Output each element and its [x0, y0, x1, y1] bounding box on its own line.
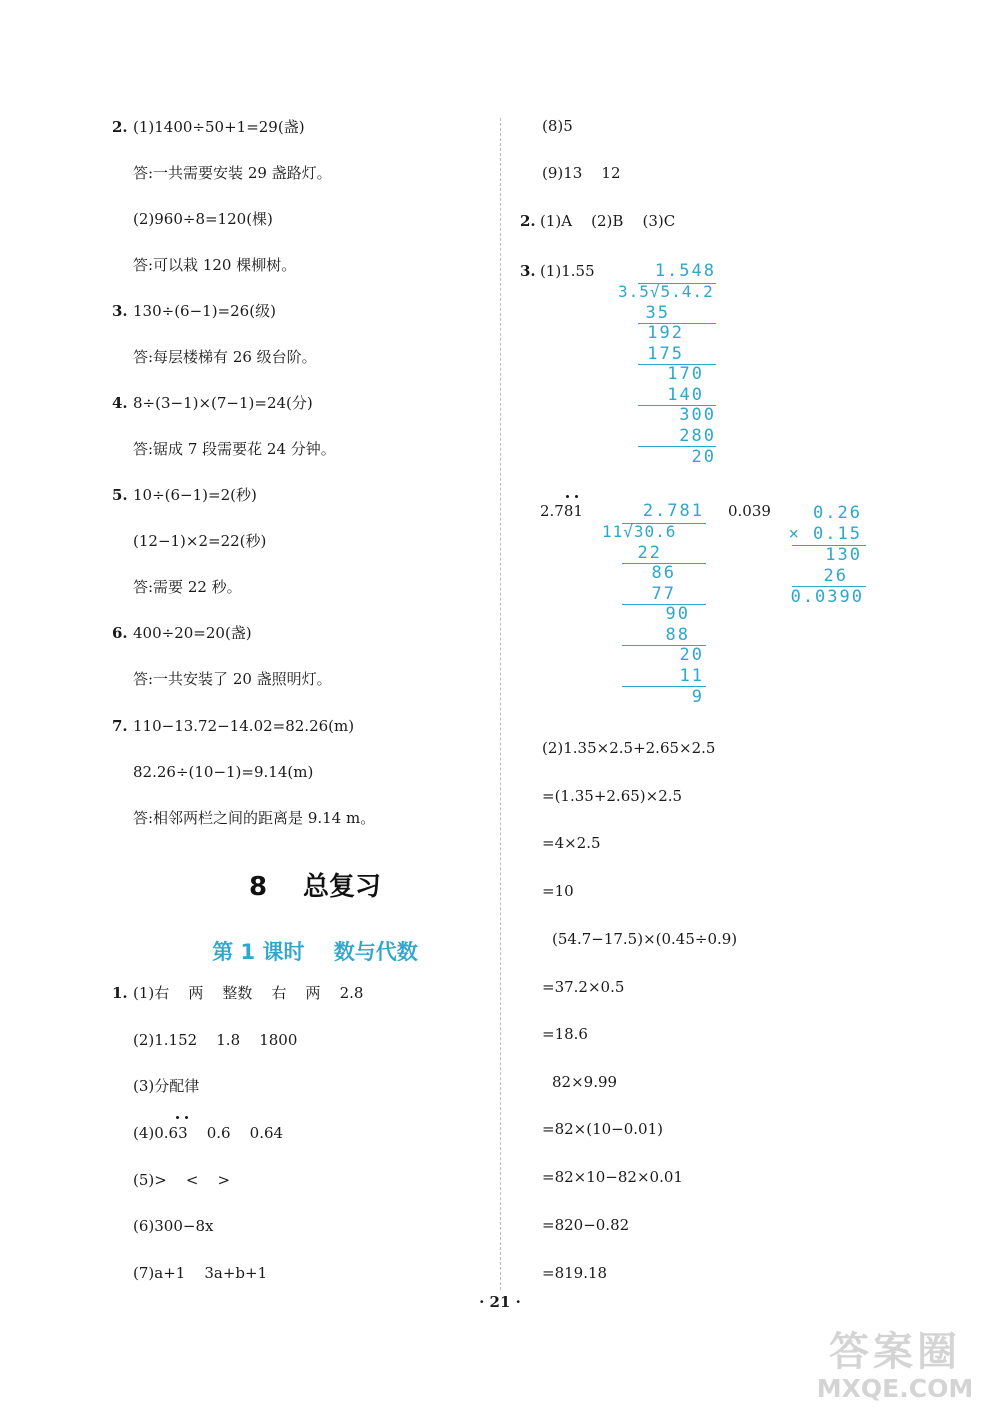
- answer-line: (1)1400÷50+1=29(盏): [133, 118, 305, 136]
- answer-line: (6)300−8x: [133, 1217, 214, 1235]
- answer-line: =820−0.82: [542, 1216, 630, 1234]
- answer-line: =18.6: [542, 1025, 588, 1043]
- answer-line: (4)0.63 0.6 0.64: [133, 1124, 284, 1142]
- answer-line: (2)1.152 1.8 1800: [133, 1031, 298, 1049]
- answer-line: (1)右 两 整数 右 两 2.8: [133, 984, 364, 1002]
- answer-line: (3)分配律: [133, 1077, 200, 1095]
- answer-line: 400÷20=20(盏): [133, 624, 252, 642]
- answer-line: 答:一共需要安装 29 盏路灯。: [133, 164, 332, 182]
- step-row: 90: [665, 604, 690, 624]
- watermark-cn: 答案圈: [829, 1329, 961, 1375]
- product: 0.0390: [790, 587, 864, 607]
- step-row: 11: [679, 666, 704, 686]
- answer-line: 答:相邻两栏之间的距离是 9.14 m。: [133, 809, 376, 827]
- answer-line: (1)1.55: [540, 262, 595, 280]
- lesson-title: 第 1 课时 数与代数: [212, 940, 418, 964]
- chapter-title: 总复习: [303, 872, 382, 902]
- step-row: 192: [647, 323, 684, 343]
- quotient: 1.548: [654, 261, 716, 281]
- answer-line: (9)13 12: [542, 164, 621, 182]
- answer-line: 答:可以栽 120 棵柳树。: [133, 256, 297, 274]
- answer-line: (5)> < >: [133, 1171, 231, 1189]
- step-row: 86: [651, 563, 676, 583]
- question-number: 4.: [112, 394, 128, 412]
- answer-line: 10÷(6−1)=2(秒): [133, 486, 257, 504]
- answer-line: 8÷(3−1)×(7−1)=24(分): [133, 394, 313, 412]
- step-row: 77: [651, 584, 676, 604]
- answer-line: (12−1)×2=22(秒): [133, 532, 267, 550]
- answer-line: 110−13.72−14.02=82.26(m): [133, 717, 355, 735]
- answer-line: =4×2.5: [542, 834, 601, 852]
- watermark-en: MXQE.COM: [816, 1374, 974, 1403]
- answer-line: (54.7−17.5)×(0.45÷0.9): [552, 930, 738, 948]
- question-number: 1.: [112, 984, 128, 1002]
- repeat-dot: [575, 495, 578, 498]
- answer-line: =(1.35+2.65)×2.5: [542, 787, 683, 805]
- question-number: 2.: [112, 118, 128, 136]
- answer-line: =819.18: [542, 1264, 608, 1282]
- chapter-heading: [150, 866, 480, 903]
- question-number: 6.: [112, 624, 128, 642]
- question-number: 3.: [520, 262, 536, 280]
- factor-2: × 0.15: [788, 524, 862, 544]
- watermark-logo: [800, 1330, 990, 1404]
- repeat-dot: [176, 1116, 179, 1119]
- step-row: 20: [679, 645, 704, 665]
- step-row: 20: [691, 447, 716, 467]
- answer-line: (8)5: [542, 117, 573, 135]
- partial-product: 26: [823, 566, 848, 586]
- step-row: 9: [691, 687, 704, 707]
- step-row: 300: [679, 405, 716, 425]
- partial-product: 130: [825, 545, 862, 565]
- answer-line: =37.2×0.5: [542, 978, 625, 996]
- long-division-2: [600, 502, 710, 712]
- answer-line: 82.26÷(10−1)=9.14(m): [133, 763, 314, 781]
- answer-line: 0.039: [728, 502, 771, 520]
- quotient: 2.781: [642, 501, 704, 521]
- factor-1: 0.26: [813, 503, 862, 523]
- answer-line: 82×9.99: [552, 1073, 618, 1091]
- answer-line: 答:锯成 7 段需要花 24 分钟。: [133, 440, 336, 458]
- answer-line: (2)960÷8=120(棵): [133, 210, 273, 228]
- answer-line: (1)A (2)B (3)C: [540, 212, 676, 230]
- divisor-dividend: 3.5√5.4.2: [618, 282, 714, 301]
- step-row: 22: [637, 543, 662, 563]
- answer-line: =10: [542, 882, 574, 900]
- column-divider: [500, 118, 501, 1290]
- step-row: 88: [665, 625, 690, 645]
- question-number: 7.: [112, 717, 128, 735]
- answer-line: 答:一共安装了 20 盏照明灯。: [133, 670, 332, 688]
- answer-line: 2.781: [540, 502, 583, 520]
- step-row: 280: [679, 426, 716, 446]
- question-number: 2.: [520, 212, 536, 230]
- question-number: 3.: [112, 302, 128, 320]
- step-row: 170: [667, 364, 704, 384]
- answer-line: 答:需要 22 秒。: [133, 578, 242, 596]
- step-row: 35: [645, 303, 670, 323]
- answer-line: =82×10−82×0.01: [542, 1168, 683, 1186]
- long-division-1: [610, 262, 720, 472]
- step-row: 175: [647, 344, 684, 364]
- answer-line: 130÷(6−1)=26(级): [133, 302, 276, 320]
- answer-line: (7)a+1 3a+b+1: [133, 1264, 268, 1282]
- divisor-dividend: 11√30.6: [602, 522, 677, 541]
- step-line: [622, 604, 706, 605]
- chapter-number: 8: [248, 872, 268, 902]
- answer-line: (2)1.35×2.5+2.65×2.5: [542, 739, 716, 757]
- page-number: · 21 ·: [479, 1293, 521, 1311]
- multiplication: [790, 504, 870, 614]
- answer-line: =82×(10−0.01): [542, 1120, 663, 1138]
- repeat-dot: [185, 1116, 188, 1119]
- question-number: 5.: [112, 486, 128, 504]
- step-row: 140: [667, 385, 704, 405]
- answer-line: 答:每层楼梯有 26 级台阶。: [133, 348, 317, 366]
- repeat-dot: [566, 495, 569, 498]
